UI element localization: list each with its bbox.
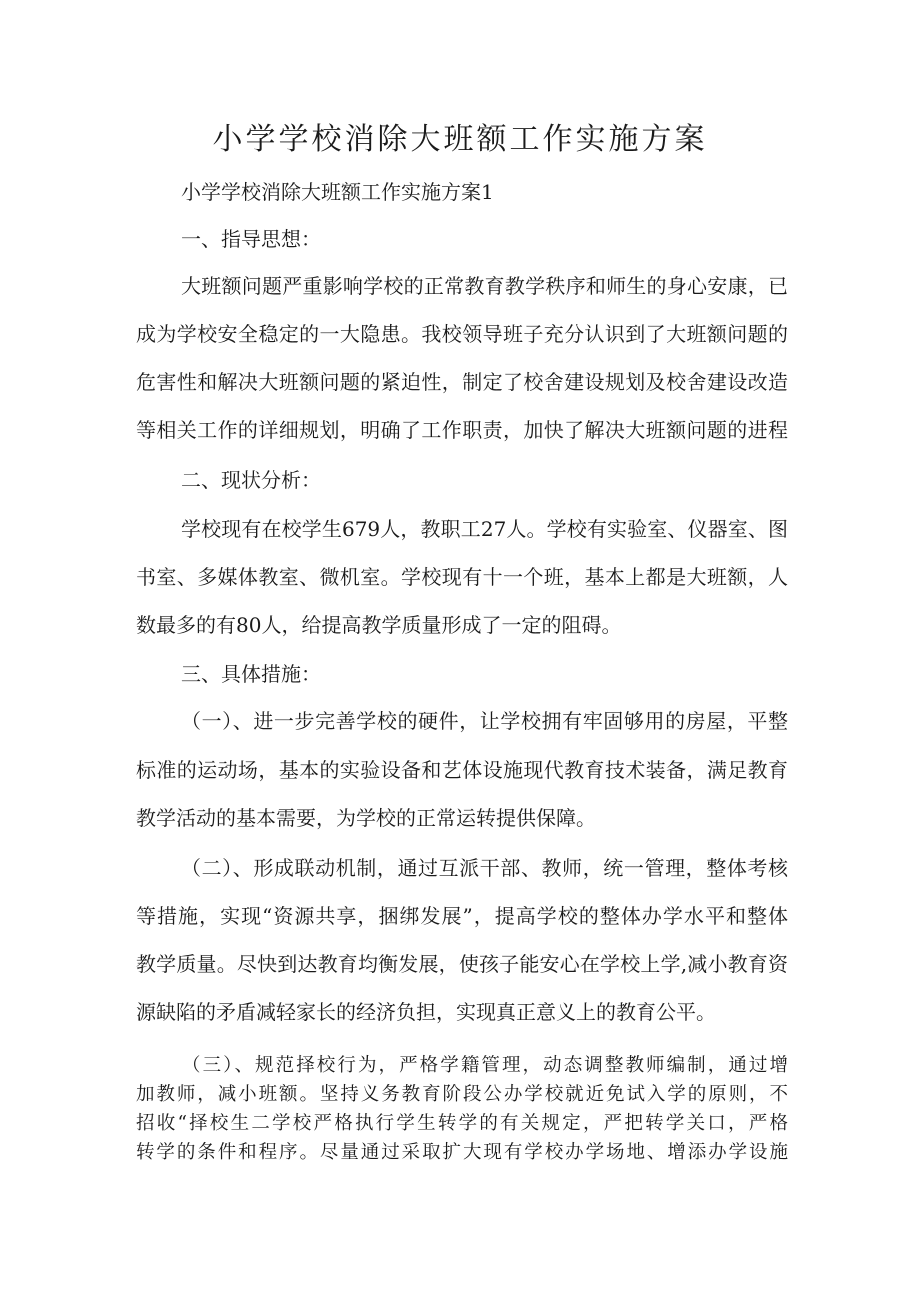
paragraph-line: 危害性和解决大班额问题的紧迫性，制定了校舍建设规划及校舍建设改造 [136,370,788,394]
section-heading-status-analysis: 二、现状分析： [181,468,321,492]
section-heading-guiding-thought: 一、指导思想： [181,227,321,251]
paragraph-line: 加教师，减小班额。坚持义务教育阶段公办学校就近免试入学的原则，不 [136,1084,788,1105]
paragraph-line: （二）、形成联动机制，通过互派干部、教师，统一管理，整体考核 [181,856,788,880]
paragraph-line: 教学活动的基本需要，为学校的正常运转提供保障。 [136,806,596,830]
paragraph-line: 标准的运动场，基本的实验设备和艺体设施现代教育技术装备，满足教育 [136,758,788,782]
document-subtitle: 小学学校消除大班额工作实施方案1 [181,180,494,204]
paragraph-line: 等相关工作的详细规划，明确了工作职责，加快了解决大班额问题的进程 [136,418,788,442]
paragraph-line: 成为学校安全稳定的一大隐患。我校领导班子充分认识到了大班额问题的 [136,322,788,346]
paragraph-line: 招收“择校生二学校严格执行学生转学的有关规定，严把转学关口，严格 [136,1113,788,1134]
paragraph-line: 等措施，实现“资源共享，捆绑发展”，提高学校的整体办学水平和整体 [136,904,788,928]
document-title: 小学学校消除大班额工作实施方案 [212,122,708,157]
paragraph-line: 书室、多媒体教室、微机室。学校现有十一个班，基本上都是大班额，人 [136,565,788,589]
paragraph-line: 数最多的有80人，给提高教学质量形成了一定的阻碍。 [136,613,622,637]
paragraph-line: （一）、进一步完善学校的硬件，让学校拥有牢固够用的房屋，平整 [181,709,788,733]
paragraph-line: 大班额问题严重影响学校的正常教育教学秩序和师生的身心安康，已 [181,274,788,298]
paragraph-line: （三）、规范择校行为，严格学籍管理，动态调整教师编制，通过增 [182,1055,788,1076]
section-heading-specific-measures: 三、具体措施： [181,662,321,686]
paragraph-line: 教学质量。尽快到达教育均衡发展，使孩子能安心在学校上学,减小教育资 [136,952,788,976]
paragraph-line: 学校现有在校学生679人，教职工27人。学校有实验室、仪器室、图 [181,517,788,541]
paragraph-line: 转学的条件和程序。尽量通过采取扩大现有学校办学场地、增添办学设施 [136,1142,788,1163]
paragraph-line: 源缺陷的矛盾减轻家长的经济负担，实现真正意义上的教育公平。 [136,1000,716,1024]
